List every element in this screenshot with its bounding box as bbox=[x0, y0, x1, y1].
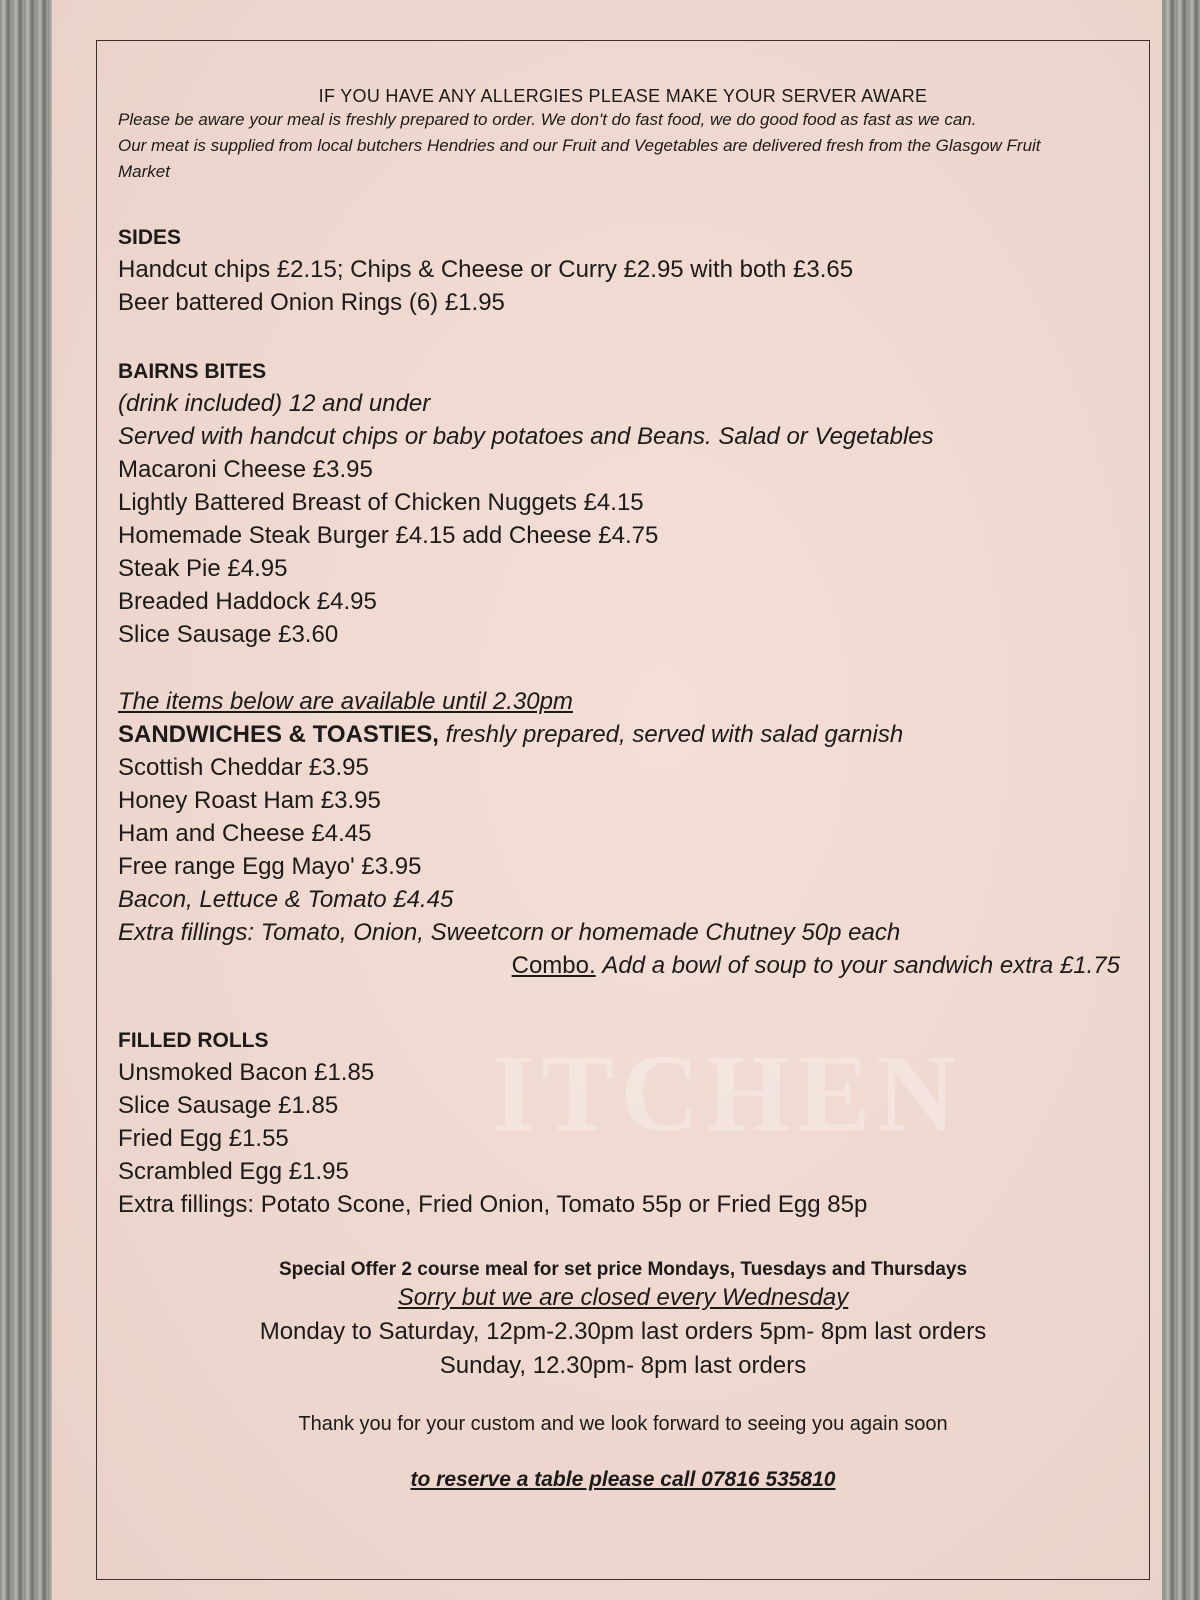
sandwiches-heading-row bbox=[118, 718, 1128, 751]
intro-text-2: Our meat is supplied from local butchers Hendries and our Fruit and Vegetables are delivered fresh from the Glasgow Fruit Market bbox=[118, 136, 1041, 181]
opening-hours-sunday: Sunday, 12.30pm- 8pm last orders bbox=[439, 1352, 807, 1379]
bairns-item: Slice Sausage £3.60 bbox=[118, 621, 339, 648]
sandwich-item: Honey Roast Ham £3.95 bbox=[118, 787, 381, 814]
combo-label: Combo. bbox=[511, 952, 596, 979]
sides-item: Beer battered Onion Rings (6) £1.95 bbox=[118, 289, 505, 316]
sandwich-item: Ham and Cheese £4.45 bbox=[118, 820, 372, 847]
bairns-note: (drink included) 12 and under bbox=[118, 390, 431, 417]
reservation-phone: to reserve a table please call 07816 535810 bbox=[410, 1468, 836, 1491]
combo-text: Add a bowl of soup to your sandwich extra £1.75 bbox=[602, 952, 1120, 979]
rolls-heading: FILLED ROLLS bbox=[118, 1029, 269, 1052]
sandwich-item: Bacon, Lettuce & Tomato £4.45 bbox=[118, 886, 454, 913]
bairns-heading: BAIRNS BITES bbox=[118, 360, 267, 383]
closed-notice: Sorry but we are closed every Wednesday bbox=[397, 1284, 849, 1311]
sandwiches-heading: SANDWICHES & TOASTIES, bbox=[118, 721, 439, 748]
bairns-note: Served with handcut chips or baby potatoes and Beans. Salad or Vegetables bbox=[118, 423, 934, 450]
intro-text-1: Please be aware your meal is freshly prepared to order. We don't do fast food, we do good food as fast as we can. bbox=[118, 110, 977, 129]
availability-note: The items below are available until 2.30pm bbox=[118, 688, 573, 715]
bairns-item: Steak Pie £4.95 bbox=[118, 555, 288, 582]
sides-heading: SIDES bbox=[118, 226, 182, 249]
opening-hours-weekday: Monday to Saturday, 12pm-2.30pm last orders 5pm- 8pm last orders bbox=[259, 1318, 987, 1345]
roll-item: Slice Sausage £1.85 bbox=[118, 1092, 339, 1119]
combo-offer bbox=[118, 949, 1128, 982]
sandwiches-heading-note: freshly prepared, served with salad garnish bbox=[445, 721, 904, 748]
bairns-item: Homemade Steak Burger £4.15 add Cheese £4.75 bbox=[118, 522, 659, 549]
roll-item: Unsmoked Bacon £1.85 bbox=[118, 1059, 375, 1086]
allergy-notice: IF YOU HAVE ANY ALLERGIES PLEASE MAKE YOUR SERVER AWARE bbox=[318, 86, 928, 106]
sandwich-item: Free range Egg Mayo' £3.95 bbox=[118, 853, 422, 880]
menu-content bbox=[118, 82, 1128, 1492]
sandwich-extras: Extra fillings: Tomato, Onion, Sweetcorn or homemade Chutney 50p each bbox=[118, 919, 901, 946]
menu-sheet bbox=[52, 0, 1162, 1600]
special-offer: Special Offer 2 course meal for set price Mondays, Tuesdays and Thursdays bbox=[278, 1259, 968, 1280]
background-watermark: ITCHEN bbox=[492, 1032, 962, 1154]
sandwich-item: Scottish Cheddar £3.95 bbox=[118, 754, 369, 781]
thank-you-note: Thank you for your custom and we look forward to seeing you again soon bbox=[298, 1413, 948, 1435]
sides-item: Handcut chips £2.15; Chips & Cheese or Curry £2.95 with both £3.65 bbox=[118, 256, 854, 283]
roll-item: Fried Egg £1.55 bbox=[118, 1125, 289, 1152]
roll-extras: Extra fillings: Potato Scone, Fried Onion, Tomato 55p or Fried Egg 85p bbox=[118, 1191, 868, 1218]
bairns-item: Macaroni Cheese £3.95 bbox=[118, 456, 373, 483]
bairns-item: Breaded Haddock £4.95 bbox=[118, 588, 377, 615]
bairns-item: Lightly Battered Breast of Chicken Nuggets £4.15 bbox=[118, 489, 644, 516]
roll-item: Scrambled Egg £1.95 bbox=[118, 1158, 349, 1185]
